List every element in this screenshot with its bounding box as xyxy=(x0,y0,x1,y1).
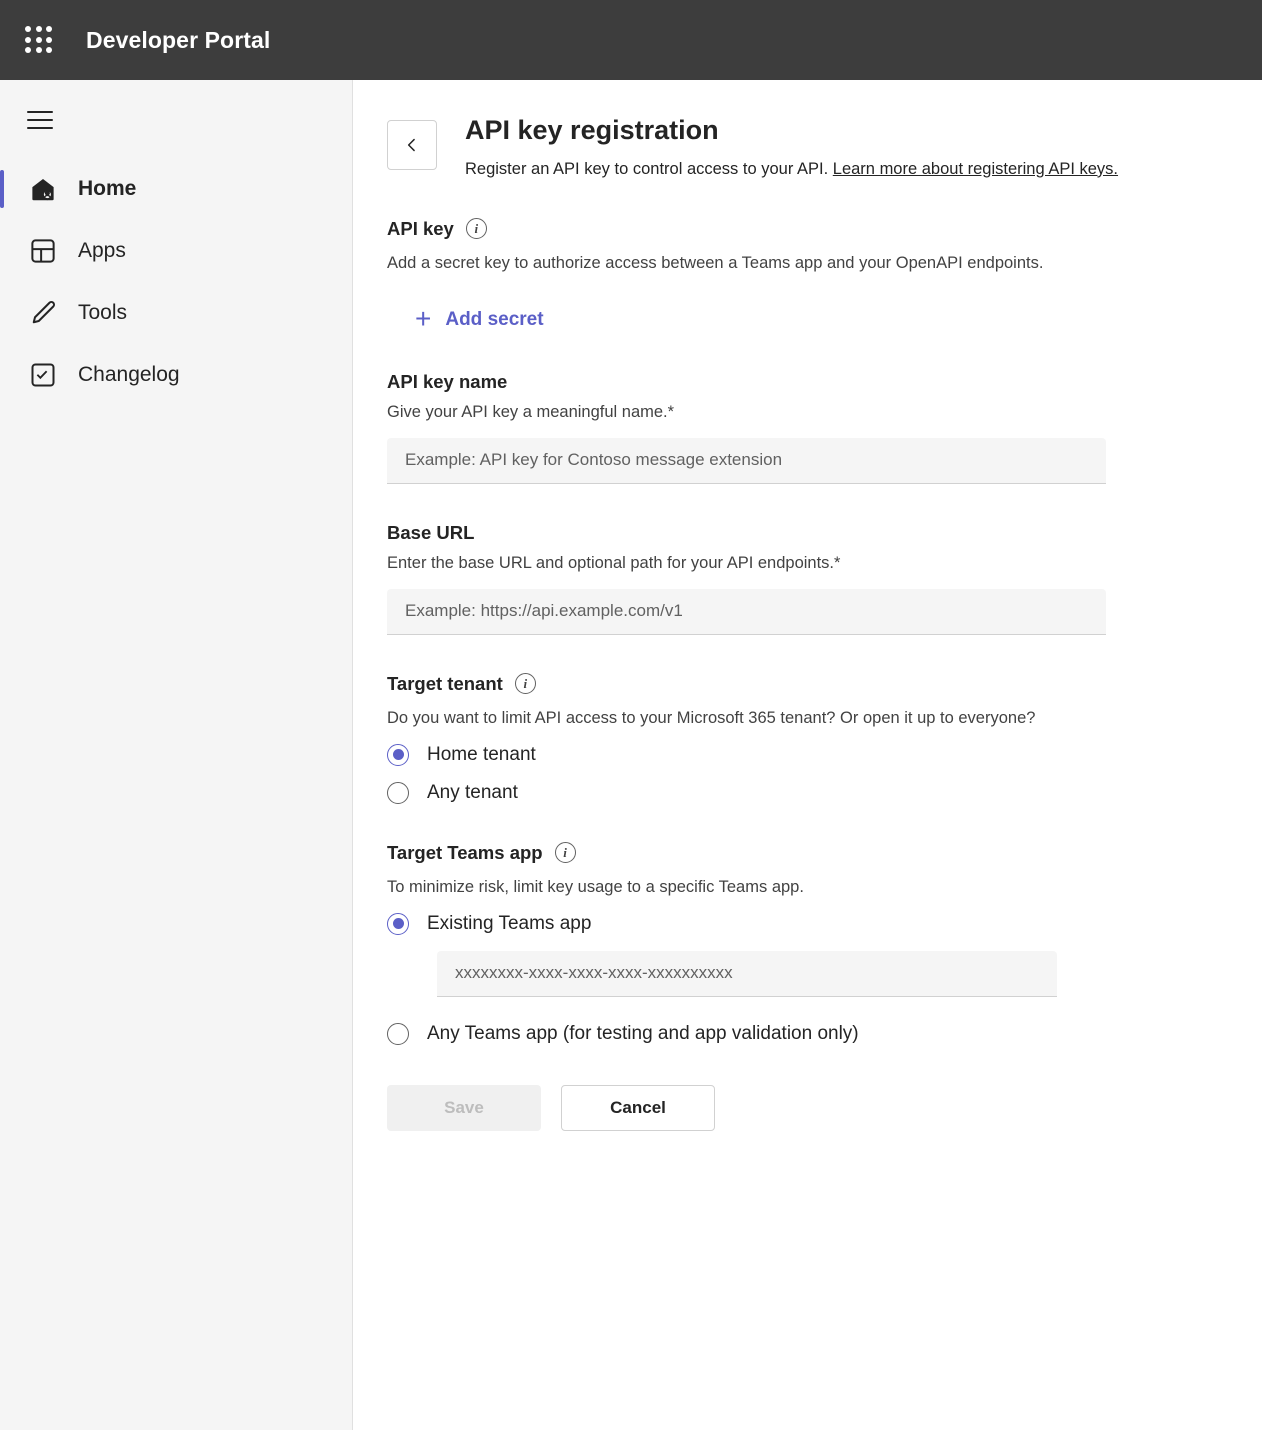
add-secret-label: Add secret xyxy=(445,308,544,330)
target-teams-app-helper: To minimize risk, limit key usage to a specific Teams app. xyxy=(387,877,804,896)
info-icon[interactable]: i xyxy=(466,218,487,239)
radio-label: Home tenant xyxy=(427,743,536,765)
add-secret-button[interactable] xyxy=(415,302,544,334)
changelog-icon xyxy=(26,358,60,392)
sidebar-item-tools[interactable] xyxy=(0,282,352,344)
radio-label: Any tenant xyxy=(427,781,518,803)
hamburger-menu-icon[interactable] xyxy=(16,96,64,144)
grid-apps-icon[interactable] xyxy=(22,23,56,57)
back-button[interactable] xyxy=(387,120,437,170)
apps-icon xyxy=(26,234,60,268)
form-actions xyxy=(387,1085,1204,1131)
pencil-tools-icon xyxy=(26,296,60,330)
target-tenant-helper: Do you want to limit API access to your Microsoft 365 tenant? Or open it up to everyone? xyxy=(387,708,1036,727)
radio-home-tenant[interactable] xyxy=(387,744,1204,766)
base-url-section xyxy=(387,522,1204,635)
radio-indicator xyxy=(387,913,409,935)
api-key-name-helper: Give your API key a meaningful name.* xyxy=(387,402,675,421)
chevron-left-icon xyxy=(402,135,422,155)
api-key-name-label: API key name xyxy=(387,370,508,392)
home-icon xyxy=(26,172,60,206)
target-teams-app-heading xyxy=(387,842,1204,864)
sidebar-item-label: Tools xyxy=(78,301,128,324)
target-teams-app-heading-text: Target Teams app xyxy=(387,841,543,863)
page-header xyxy=(387,116,1204,180)
top-bar xyxy=(0,0,1262,80)
sidebar-item-label: Changelog xyxy=(78,363,180,386)
sidebar xyxy=(0,80,353,1430)
target-tenant-section xyxy=(387,673,1204,804)
radio-any-teams-app[interactable] xyxy=(387,1023,1204,1045)
radio-indicator xyxy=(387,744,409,766)
radio-label: Any Teams app (for testing and app validation only) xyxy=(427,1022,859,1044)
api-key-heading xyxy=(387,218,1204,240)
main-content xyxy=(353,80,1262,1430)
teams-app-id-input[interactable] xyxy=(437,951,1057,997)
sidebar-item-apps[interactable] xyxy=(0,220,352,282)
save-button[interactable]: Save xyxy=(387,1085,541,1131)
api-key-description: Add a secret key to authorize access between a Teams app and your OpenAPI endpoints. xyxy=(387,253,1044,272)
page-subtitle xyxy=(465,158,1118,180)
plus-icon: + xyxy=(415,302,432,334)
sidebar-item-changelog[interactable] xyxy=(0,344,352,406)
radio-indicator xyxy=(387,782,409,804)
page-body xyxy=(0,80,1262,1430)
learn-more-link[interactable]: Learn more about registering API keys. xyxy=(832,159,1119,178)
radio-indicator xyxy=(387,1023,409,1045)
sidebar-item-label: Home xyxy=(78,177,137,200)
base-url-label: Base URL xyxy=(387,521,475,543)
sidebar-item-label: Apps xyxy=(78,239,126,262)
page-subtitle-text: Register an API key to control access to your API. xyxy=(465,159,829,178)
radio-label: Existing Teams app xyxy=(427,912,592,934)
target-tenant-heading xyxy=(387,673,1204,695)
page-title: API key registration xyxy=(465,115,719,145)
api-key-name-section xyxy=(387,371,1204,484)
info-icon[interactable]: i xyxy=(555,842,576,863)
info-icon[interactable]: i xyxy=(515,673,536,694)
base-url-input[interactable] xyxy=(387,589,1106,635)
api-key-section xyxy=(387,218,1204,333)
api-key-name-input[interactable] xyxy=(387,438,1106,484)
target-teams-app-section xyxy=(387,842,1204,1045)
sidebar-item-home[interactable] xyxy=(0,158,352,220)
base-url-helper: Enter the base URL and optional path for your API endpoints.* xyxy=(387,553,841,572)
app-title: Developer Portal xyxy=(86,26,271,53)
api-key-heading-text: API key xyxy=(387,217,454,239)
radio-existing-teams-app[interactable] xyxy=(387,913,1204,935)
cancel-button[interactable]: Cancel xyxy=(561,1085,715,1131)
radio-any-tenant[interactable] xyxy=(387,782,1204,804)
target-tenant-heading-text: Target tenant xyxy=(387,672,503,694)
